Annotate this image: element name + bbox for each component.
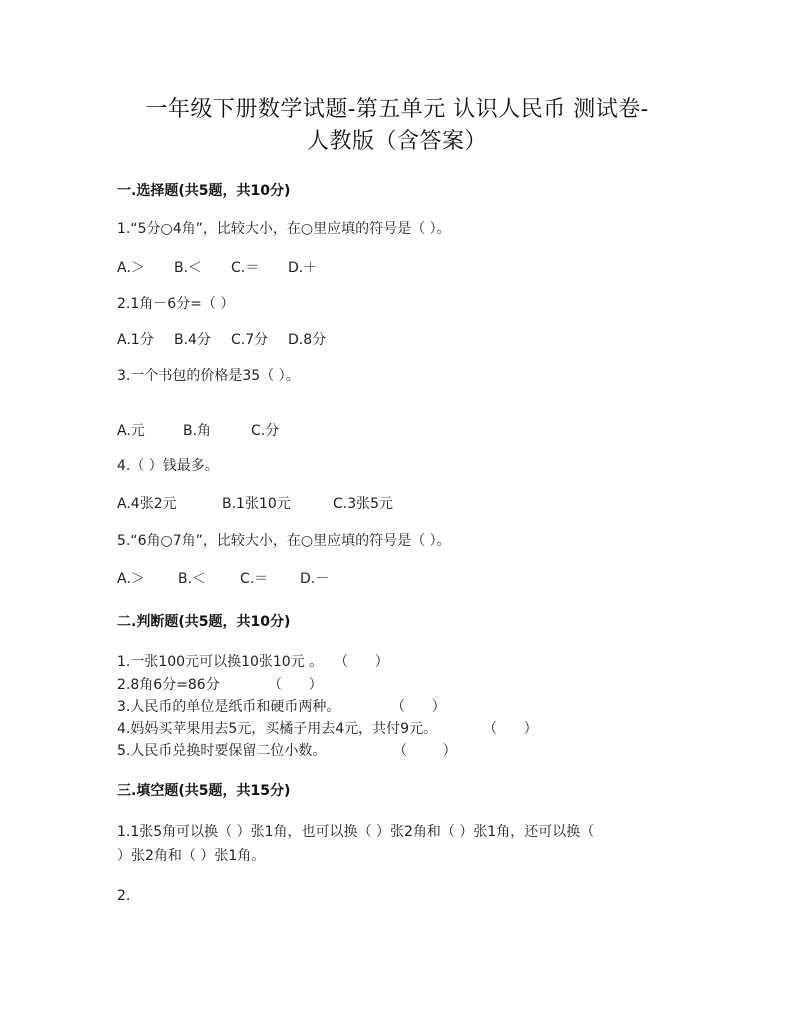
question-4-option-b: B.1张10元 [222,496,291,512]
question-3-option-b: B.角 [183,423,212,439]
question-3-option-a: A.元 [117,423,145,439]
question-2-option-c: C.7分 [231,332,269,348]
question-2-option-a: A.1分 [117,332,154,348]
tf-item-1-answer-blank: （ ） [334,654,389,670]
section-heading-multiple-choice: 一.选择题(共5题，共10分) [117,183,291,199]
question-4-option-a: A.4张2元 [117,496,177,512]
question-1-text: 1.“5分○4角”，比较大小，在○里应填的符号是（ ）。 [117,221,451,237]
question-2-option-b: B.4分 [174,332,211,348]
tf-item-1-text: 1.一张100元可以换10张10元 。 [117,654,324,670]
tf-item-2-text: 2.8角6分=86分 [117,677,220,693]
question-5-text: 5.“6角○7角”，比较大小，在○里应填的符号是（ ）。 [117,533,451,549]
fill-question-2-number: 2. [117,888,131,904]
fill-question-1-line-2: ）张2角和（ ）张1角。 [117,848,266,864]
question-5-option-b: B.＜ [178,571,207,587]
question-1-option-b: B.＜ [174,260,203,276]
document-title-line-2: 人教版（含答案） [306,129,487,154]
tf-item-3-text: 3.人民币的单位是纸币和硬币两种。 [117,699,341,715]
question-4-text: 4.（ ）钱最多。 [117,458,219,474]
question-1-option-a: A.＞ [117,260,145,276]
document-title-line-1: 一年级下册数学试题-第五单元 认识人民币 测试卷- [145,97,649,122]
tf-item-3-answer-blank: （ ） [391,699,446,715]
question-2-option-d: D.8分 [288,332,327,348]
section-heading-fill-in: 三.填空题(共5题，共15分) [117,783,291,799]
tf-item-2-answer-blank: （ ） [268,677,323,693]
question-1-option-c: C.＝ [231,260,260,276]
fill-question-1-line-1: 1.1张5角可以换（ ）张1角，也可以换（ ）张2角和（ ）张1角，还可以换（ [117,824,595,840]
section-heading-true-false: 二.判断题(共5题，共10分) [117,614,291,630]
question-3-text: 3.一个书包的价格是35（ ）。 [117,368,300,384]
question-2-text: 2.1角－6分=（ ） [117,296,235,312]
question-5-option-a: A.＞ [117,571,145,587]
tf-item-4-text: 4.妈妈买苹果用去5元，买橘子用去4元，共付9元。 [117,721,438,737]
tf-item-4-answer-blank: （ ） [483,721,538,737]
tf-item-5-text: 5.人民币兑换时要保留二位小数。 [117,743,327,759]
question-4-option-c: C.3张5元 [333,496,394,512]
tf-item-5-answer-blank: （ ） [393,743,457,759]
question-5-option-c: C.＝ [240,571,269,587]
question-5-option-d: D.－ [300,571,330,587]
question-3-option-c: C.分 [251,423,280,439]
question-1-option-d: D.＋ [288,260,318,276]
